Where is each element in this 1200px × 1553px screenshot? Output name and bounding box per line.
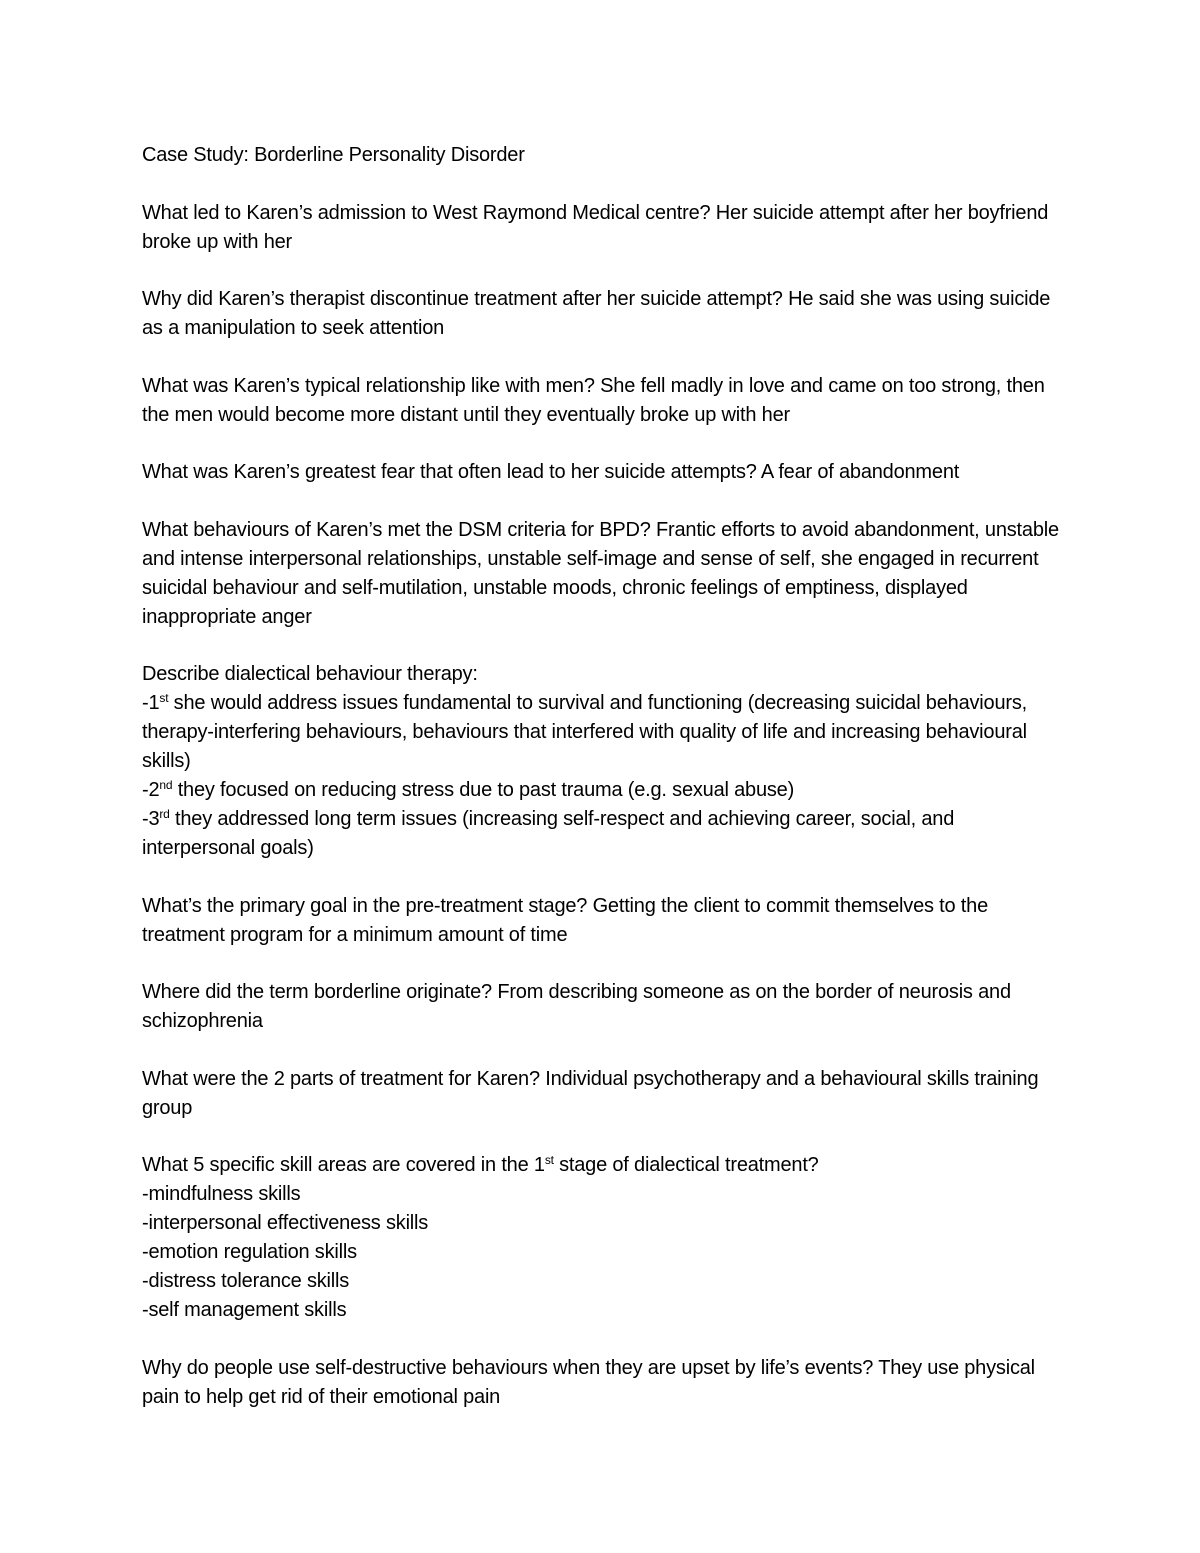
dbt-question: Describe dialectical behaviour therapy: xyxy=(142,663,478,685)
skills-section xyxy=(142,1151,1072,1325)
qa-therapist-text: Why did Karen’s therapist discontinue treatment after her suicide attempt? He said she was using suicide as a manipulation to seek attention xyxy=(142,288,1051,339)
qa-dsm-criteria-text: What behaviours of Karen’s met the DSM criteria for BPD? Frantic efforts to avoid abandonment, unstable and intense interpersonal relationships, unstable self-image and sense of self, she engaged in recurrent suicidal behaviour and self-mutilation, unstable moods, chronic feelings of emptiness, displayed inappropriate anger xyxy=(142,518,1059,628)
skill-item: -mindfulness skills xyxy=(142,1183,301,1205)
qa-fear-text: What was Karen’s greatest fear that often lead to her suicide attempts? A fear of abandonment xyxy=(142,461,960,483)
skills-question: What 5 specific skill areas are covered in the 1st stage of dialectical treatment? xyxy=(142,1153,819,1176)
document-title: Case Study: Borderline Personality Disorder xyxy=(142,144,525,166)
qa-relationship-text: What was Karen’s typical relationship like with men? She fell madly in love and came on too strong, then the men would become more distant until they eventually broke up with her xyxy=(142,374,1045,426)
dbt-step-3: -3rd they addressed long term issues (increasing self-respect and achieving career, social, and interpersonal goals) xyxy=(142,807,955,859)
qa-borderline-origin xyxy=(142,978,1072,1036)
dbt-section xyxy=(142,660,1072,863)
qa-self-destructive xyxy=(142,1354,1072,1412)
qa-treatment-parts xyxy=(142,1065,1072,1123)
qa-borderline-origin-text: Where did the term borderline originate? From describing someone as on the border of neurosis and schizophrenia xyxy=(142,981,1011,1032)
qa-self-destructive-text: Why do people use self-destructive behaviours when they are upset by life’s events? They use physical pain to help get rid of their emotional pain xyxy=(142,1356,1035,1408)
qa-treatment-parts-text: What were the 2 parts of treatment for Karen? Individual psychotherapy and a behavioural skills training group xyxy=(142,1067,1039,1119)
qa-pretreatment xyxy=(142,892,1072,950)
skill-item: -distress tolerance skills xyxy=(142,1270,350,1292)
qa-admission-text: What led to Karen’s admission to West Raymond Medical centre? Her suicide attempt after her boyfriend broke up with her xyxy=(142,201,1049,253)
document-body xyxy=(142,141,1072,1440)
qa-pretreatment-text: What’s the primary goal in the pre-treatment stage? Getting the client to commit themselves to the treatment program for a minimum amount of time xyxy=(142,894,988,946)
qa-therapist xyxy=(142,285,1072,343)
qa-relationship xyxy=(142,372,1072,430)
qa-admission xyxy=(142,199,1072,257)
qa-dsm-criteria xyxy=(142,516,1072,632)
skill-item: -interpersonal effectiveness skills xyxy=(142,1212,429,1234)
qa-fear xyxy=(142,458,1072,487)
skill-item: -self management skills xyxy=(142,1299,347,1321)
dbt-step-1: -1st she would address issues fundamental to survival and functioning (decreasing suicidal behaviours, therapy-interfering behaviours, behaviours that interfered with quality of life and increasing behavioural skills) xyxy=(142,691,1028,772)
dbt-step-2: -2nd they focused on reducing stress due to past trauma (e.g. sexual abuse) xyxy=(142,778,795,801)
skill-item: -emotion regulation skills xyxy=(142,1241,357,1263)
